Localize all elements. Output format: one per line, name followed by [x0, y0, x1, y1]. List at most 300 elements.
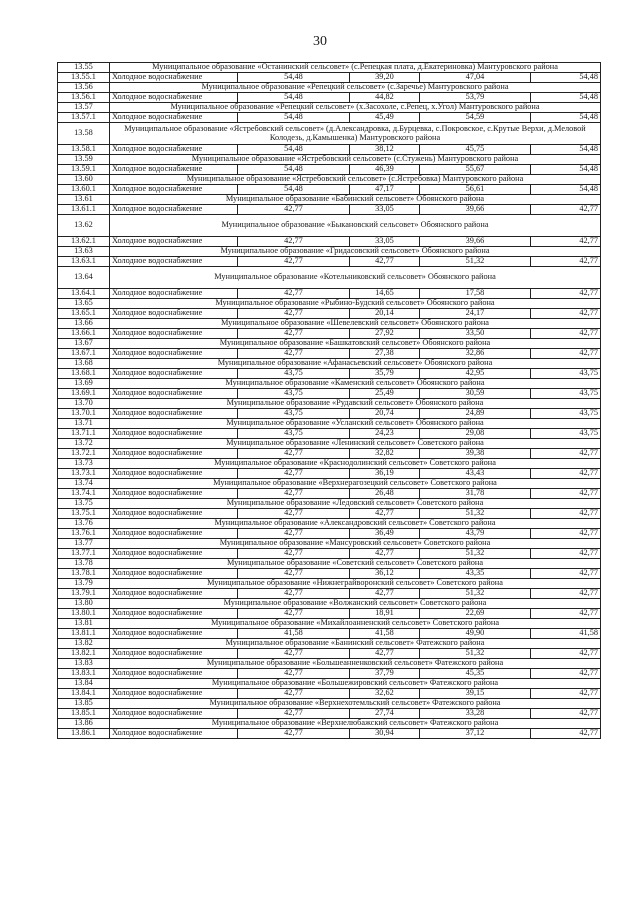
municipality-row	[58, 155, 601, 165]
tariff-row	[58, 329, 601, 339]
sub-row-number: 13.83.1	[58, 669, 110, 679]
tariff-row	[58, 649, 601, 659]
sub-row-number: 13.81.1	[58, 629, 110, 639]
tariff-value: 42,77	[238, 529, 350, 539]
service-name: Холодное водоснабжение	[110, 569, 238, 579]
municipality-row	[58, 215, 601, 237]
tariff-value: 42,77	[531, 529, 601, 539]
municipality-name: Муниципальное образование «Бабинский сельсовет» Обоянского района	[110, 195, 601, 205]
municipality-name: Муниципальное образование «Советский сельсовет» Советского района	[110, 559, 601, 569]
municipality-name: Муниципальное образование «Афанасьевский сельсовет» Обоянского района	[110, 359, 601, 369]
row-number: 13.64	[58, 267, 110, 289]
sub-row-number: 13.77.1	[58, 549, 110, 559]
service-name: Холодное водоснабжение	[110, 165, 238, 175]
municipality-row	[58, 459, 601, 469]
service-name: Холодное водоснабжение	[110, 429, 238, 439]
tariff-value: 41,58	[350, 629, 420, 639]
service-name: Холодное водоснабжение	[110, 289, 238, 299]
tariff-value: 39,15	[420, 689, 531, 699]
tariff-value: 42,77	[238, 569, 350, 579]
tariff-value: 43,75	[531, 369, 601, 379]
municipality-row	[58, 123, 601, 145]
municipality-row	[58, 539, 601, 549]
tariff-value: 24,23	[350, 429, 420, 439]
tariff-value: 39,66	[420, 237, 531, 247]
tariff-row	[58, 449, 601, 459]
service-name: Холодное водоснабжение	[110, 93, 238, 103]
tariff-value: 42,77	[531, 669, 601, 679]
row-number: 13.57	[58, 103, 110, 113]
service-name: Холодное водоснабжение	[110, 549, 238, 559]
row-number: 13.67	[58, 339, 110, 349]
tariff-value: 42,77	[531, 257, 601, 267]
municipality-row	[58, 83, 601, 93]
row-number: 13.56	[58, 83, 110, 93]
tariff-value: 43,35	[420, 569, 531, 579]
tariff-row	[58, 669, 601, 679]
row-number: 13.63	[58, 247, 110, 257]
sub-row-number: 13.73.1	[58, 469, 110, 479]
sub-row-number: 13.59.1	[58, 165, 110, 175]
tariff-row	[58, 589, 601, 599]
municipality-name: Муниципальное образование «Котельниковский сельсовет» Обоянского района	[110, 267, 601, 289]
row-number: 13.80	[58, 599, 110, 609]
tariff-value: 42,77	[350, 257, 420, 267]
tariff-value: 42,77	[238, 257, 350, 267]
row-number: 13.62	[58, 215, 110, 237]
tariff-value: 45,35	[420, 669, 531, 679]
row-number: 13.71	[58, 419, 110, 429]
tariff-value: 17,58	[420, 289, 531, 299]
tariff-value: 14,65	[350, 289, 420, 299]
sub-row-number: 13.70.1	[58, 409, 110, 419]
sub-row-number: 13.82.1	[58, 649, 110, 659]
row-number: 13.59	[58, 155, 110, 165]
sub-row-number: 13.86.1	[58, 729, 110, 739]
tariff-value: 45,49	[350, 113, 420, 123]
tariff-value: 42,77	[238, 669, 350, 679]
tariff-row	[58, 509, 601, 519]
tariff-value: 54,48	[531, 93, 601, 103]
tariff-value: 54,48	[238, 73, 350, 83]
tariff-value: 33,05	[350, 237, 420, 247]
row-number: 13.73	[58, 459, 110, 469]
service-name: Холодное водоснабжение	[110, 409, 238, 419]
tariff-row	[58, 349, 601, 359]
tariff-row	[58, 429, 601, 439]
municipality-row	[58, 719, 601, 729]
tariff-value: 42,77	[531, 509, 601, 519]
tariff-value: 18,91	[350, 609, 420, 619]
tariff-value: 32,86	[420, 349, 531, 359]
row-number: 13.55	[58, 63, 110, 73]
row-number: 13.60	[58, 175, 110, 185]
tariff-value: 20,14	[350, 309, 420, 319]
municipality-name: Муниципальное образование «Нижнеграйворонский сельсовет» Советского района	[110, 579, 601, 589]
tariff-value: 33,05	[350, 205, 420, 215]
tariff-value: 54,48	[531, 185, 601, 195]
tariff-value: 42,77	[531, 729, 601, 739]
tariff-value: 39,20	[350, 73, 420, 83]
tariff-value: 42,77	[531, 549, 601, 559]
municipality-name: Муниципальное образование «Ястребовский сельсовет» (с.Стужень) Мантуровского района	[110, 155, 601, 165]
row-number: 13.61	[58, 195, 110, 205]
tariff-value: 39,38	[420, 449, 531, 459]
tariff-row	[58, 309, 601, 319]
tariff-value: 54,48	[238, 145, 350, 155]
municipality-row	[58, 175, 601, 185]
tariff-value: 42,77	[238, 205, 350, 215]
service-name: Холодное водоснабжение	[110, 309, 238, 319]
tariff-row	[58, 689, 601, 699]
municipality-name: Муниципальное образование «Краснодолинский сельсовет» Советского района	[110, 459, 601, 469]
tariff-value: 24,17	[420, 309, 531, 319]
tariff-value: 43,75	[238, 389, 350, 399]
tariff-value: 42,77	[238, 649, 350, 659]
municipality-name: Муниципальное образование «Большежировский сельсовет» Фатежского района	[110, 679, 601, 689]
tariff-value: 46,39	[350, 165, 420, 175]
sub-row-number: 13.56.1	[58, 93, 110, 103]
tariff-value: 42,77	[531, 469, 601, 479]
tariff-value: 42,77	[350, 589, 420, 599]
municipality-row	[58, 559, 601, 569]
tariff-value: 51,32	[420, 257, 531, 267]
tariff-row	[58, 145, 601, 155]
tariff-value: 31,78	[420, 489, 531, 499]
municipality-row	[58, 619, 601, 629]
tariff-value: 42,77	[238, 589, 350, 599]
tariff-value: 54,59	[420, 113, 531, 123]
sub-row-number: 13.76.1	[58, 529, 110, 539]
municipality-row	[58, 63, 601, 73]
tariff-value: 54,48	[238, 93, 350, 103]
municipality-name: Муниципальное образование «Шевелевский сельсовет» Обоянского района	[110, 319, 601, 329]
tariff-value: 43,43	[420, 469, 531, 479]
row-number: 13.86	[58, 719, 110, 729]
tariff-row	[58, 185, 601, 195]
municipality-name: Муниципальное образование «Репецкий сельсовет» (с.Заречье) Мантуровского района	[110, 83, 601, 93]
tariff-value: 42,77	[531, 709, 601, 719]
sub-row-number: 13.58.1	[58, 145, 110, 155]
tariff-value: 47,04	[420, 73, 531, 83]
row-number: 13.78	[58, 559, 110, 569]
service-name: Холодное водоснабжение	[110, 469, 238, 479]
tariff-value: 41,58	[238, 629, 350, 639]
municipality-name: Муниципальное образование «Верхнехотемльский сельсовет» Фатежского района	[110, 699, 601, 709]
tariff-value: 42,77	[238, 237, 350, 247]
tariff-value: 54,48	[238, 185, 350, 195]
tariff-value: 54,48	[531, 145, 601, 155]
municipality-row	[58, 319, 601, 329]
tariff-value: 53,79	[420, 93, 531, 103]
service-name: Холодное водоснабжение	[110, 369, 238, 379]
tariff-value: 42,77	[350, 549, 420, 559]
sub-row-number: 13.64.1	[58, 289, 110, 299]
tariff-value: 39,66	[420, 205, 531, 215]
tariff-value: 24,89	[420, 409, 531, 419]
tariff-value: 38,12	[350, 145, 420, 155]
municipality-row	[58, 659, 601, 669]
row-number: 13.81	[58, 619, 110, 629]
municipality-name: Муниципальное образование «Банинский сельсовет» Фатежского района	[110, 639, 601, 649]
tariff-value: 43,75	[531, 429, 601, 439]
sub-row-number: 13.78.1	[58, 569, 110, 579]
tariff-value: 42,77	[531, 329, 601, 339]
service-name: Холодное водоснабжение	[110, 609, 238, 619]
tariff-value: 37,79	[350, 669, 420, 679]
sub-row-number: 13.67.1	[58, 349, 110, 359]
tariff-row	[58, 629, 601, 639]
municipality-name: Муниципальное образование «Александровский сельсовет» Советского района	[110, 519, 601, 529]
municipality-row	[58, 679, 601, 689]
tariff-value: 32,62	[350, 689, 420, 699]
tariff-value: 42,77	[238, 289, 350, 299]
tariff-value: 55,67	[420, 165, 531, 175]
service-name: Холодное водоснабжение	[110, 489, 238, 499]
sub-row-number: 13.60.1	[58, 185, 110, 195]
service-name: Холодное водоснабжение	[110, 237, 238, 247]
tariff-row	[58, 289, 601, 299]
municipality-name: Муниципальное образование «Верхнелюбажский сельсовет» Фатежского района	[110, 719, 601, 729]
municipality-name: Муниципальное образование «Репецкий сельсовет» (х.Засохоле, с.Репец, х.Угол) Мантуровского района	[110, 103, 601, 113]
service-name: Холодное водоснабжение	[110, 729, 238, 739]
municipality-name: Муниципальное образование «Рудавский сельсовет» Обоянского района	[110, 399, 601, 409]
service-name: Холодное водоснабжение	[110, 649, 238, 659]
tariff-row	[58, 93, 601, 103]
tariff-value: 42,77	[531, 609, 601, 619]
tariff-value: 30,59	[420, 389, 531, 399]
tariff-row	[58, 609, 601, 619]
tariff-row	[58, 165, 601, 175]
sub-row-number: 13.72.1	[58, 449, 110, 459]
tariff-value: 33,28	[420, 709, 531, 719]
tariff-row	[58, 529, 601, 539]
municipality-name: Муниципальное образование «Башкатовский сельсовет» Обоянского района	[110, 339, 601, 349]
tariff-value: 22,69	[420, 609, 531, 619]
tariff-row	[58, 709, 601, 719]
sub-row-number: 13.55.1	[58, 73, 110, 83]
municipality-row	[58, 699, 601, 709]
tariff-value: 36,19	[350, 469, 420, 479]
tariff-value: 51,32	[420, 509, 531, 519]
tariff-value: 43,75	[531, 409, 601, 419]
row-number: 13.66	[58, 319, 110, 329]
municipality-row	[58, 499, 601, 509]
service-name: Холодное водоснабжение	[110, 73, 238, 83]
service-name: Холодное водоснабжение	[110, 349, 238, 359]
tariff-value: 27,74	[350, 709, 420, 719]
service-name: Холодное водоснабжение	[110, 329, 238, 339]
sub-row-number: 13.63.1	[58, 257, 110, 267]
municipality-row	[58, 579, 601, 589]
tariff-value: 51,32	[420, 649, 531, 659]
tariff-value: 42,77	[350, 509, 420, 519]
sub-row-number: 13.68.1	[58, 369, 110, 379]
tariff-row	[58, 237, 601, 247]
service-name: Холодное водоснабжение	[110, 509, 238, 519]
tariff-value: 42,77	[531, 349, 601, 359]
tariff-value: 42,77	[531, 237, 601, 247]
row-number: 13.65	[58, 299, 110, 309]
municipality-row	[58, 519, 601, 529]
tariff-value: 45,75	[420, 145, 531, 155]
tariff-value: 29,08	[420, 429, 531, 439]
row-number: 13.74	[58, 479, 110, 489]
municipality-name: Муниципальное образование «Каменский сельсовет» Обоянского района	[110, 379, 601, 389]
tariff-value: 54,48	[531, 113, 601, 123]
service-name: Холодное водоснабжение	[110, 689, 238, 699]
row-number: 13.77	[58, 539, 110, 549]
service-name: Холодное водоснабжение	[110, 589, 238, 599]
municipality-row	[58, 419, 601, 429]
tariff-value: 43,75	[238, 369, 350, 379]
row-number: 13.84	[58, 679, 110, 689]
tariff-value: 42,77	[531, 489, 601, 499]
row-number: 13.72	[58, 439, 110, 449]
municipality-row	[58, 379, 601, 389]
row-number: 13.75	[58, 499, 110, 509]
municipality-name: Муниципальное образование «Мансуровский сельсовет» Советского района	[110, 539, 601, 549]
municipality-name: Муниципальное образование «Ленинский сельсовет» Советского района	[110, 439, 601, 449]
tariff-value: 32,82	[350, 449, 420, 459]
municipality-name: Муниципальное образование «Верхнерагозецкий сельсовет» Советского района	[110, 479, 601, 489]
service-name: Холодное водоснабжение	[110, 449, 238, 459]
sub-row-number: 13.79.1	[58, 589, 110, 599]
row-number: 13.69	[58, 379, 110, 389]
tariff-value: 42,77	[531, 569, 601, 579]
tariff-value: 49,90	[420, 629, 531, 639]
municipality-name: Муниципальное образование «Рыбино-Будский сельсовет» Обоянского района	[110, 299, 601, 309]
service-name: Холодное водоснабжение	[110, 145, 238, 155]
tariff-value: 42,77	[238, 609, 350, 619]
tariff-value: 42,77	[238, 489, 350, 499]
sub-row-number: 13.61.1	[58, 205, 110, 215]
tariff-value: 42,77	[238, 689, 350, 699]
municipality-name: Муниципальное образование «Гридасовский сельсовет» Обоянского района	[110, 247, 601, 257]
service-name: Холодное водоснабжение	[110, 257, 238, 267]
municipality-name: Муниципальное образование «Останинский сельсовет» (с.Репецкая плата, д.Екатериновка) Мантуровского района	[110, 63, 601, 73]
municipality-name: Муниципальное образование «Волжанский сельсовет» Советского района	[110, 599, 601, 609]
municipality-row	[58, 399, 601, 409]
municipality-row	[58, 247, 601, 257]
tariff-row	[58, 409, 601, 419]
tariff-value: 27,92	[350, 329, 420, 339]
row-number: 13.79	[58, 579, 110, 589]
sub-row-number: 13.62.1	[58, 237, 110, 247]
row-number: 13.83	[58, 659, 110, 669]
tariff-value: 33,50	[420, 329, 531, 339]
tariff-value: 51,32	[420, 589, 531, 599]
tariff-value: 27,38	[350, 349, 420, 359]
tariff-value: 54,48	[238, 113, 350, 123]
sub-row-number: 13.65.1	[58, 309, 110, 319]
tariff-value: 42,77	[238, 329, 350, 339]
tariff-row	[58, 569, 601, 579]
service-name: Холодное водоснабжение	[110, 113, 238, 123]
row-number: 13.68	[58, 359, 110, 369]
tariff-value: 43,79	[420, 529, 531, 539]
tariff-value: 47,17	[350, 185, 420, 195]
service-name: Холодное водоснабжение	[110, 529, 238, 539]
service-name: Холодное водоснабжение	[110, 709, 238, 719]
tariff-value: 42,77	[531, 449, 601, 459]
municipality-row	[58, 299, 601, 309]
tariff-value: 54,48	[531, 73, 601, 83]
sub-row-number: 13.66.1	[58, 329, 110, 339]
municipality-row	[58, 439, 601, 449]
sub-row-number: 13.74.1	[58, 489, 110, 499]
tariff-row	[58, 257, 601, 267]
sub-row-number: 13.80.1	[58, 609, 110, 619]
municipality-row	[58, 103, 601, 113]
row-number: 13.82	[58, 639, 110, 649]
tariff-value: 25,49	[350, 389, 420, 399]
tariff-row	[58, 549, 601, 559]
tariff-row	[58, 369, 601, 379]
tariff-value: 42,77	[238, 349, 350, 359]
tariff-table	[57, 62, 601, 739]
tariff-value: 42,77	[238, 549, 350, 559]
tariff-row	[58, 73, 601, 83]
tariff-value: 43,75	[531, 389, 601, 399]
sub-row-number: 13.84.1	[58, 689, 110, 699]
municipality-row	[58, 339, 601, 349]
tariff-table-body	[58, 63, 601, 739]
tariff-value: 30,94	[350, 729, 420, 739]
row-number: 13.58	[58, 123, 110, 145]
tariff-value: 42,77	[531, 205, 601, 215]
tariff-value: 35,79	[350, 369, 420, 379]
municipality-row	[58, 479, 601, 489]
tariff-value: 42,77	[238, 309, 350, 319]
tariff-value: 42,77	[238, 509, 350, 519]
municipality-name: Муниципальное образование «Большеанненковский сельсовет» Фатежского района	[110, 659, 601, 669]
municipality-row	[58, 639, 601, 649]
tariff-value: 41,58	[531, 629, 601, 639]
service-name: Холодное водоснабжение	[110, 185, 238, 195]
service-name: Холодное водоснабжение	[110, 389, 238, 399]
tariff-value: 56,61	[420, 185, 531, 195]
service-name: Холодное водоснабжение	[110, 205, 238, 215]
tariff-row	[58, 729, 601, 739]
municipality-row	[58, 267, 601, 289]
tariff-value: 36,12	[350, 569, 420, 579]
municipality-row	[58, 599, 601, 609]
row-number: 13.76	[58, 519, 110, 529]
page-number: 30	[313, 34, 327, 49]
municipality-name: Муниципальное образование «Ястребовский сельсовет» (с.Ястребовка) Мантуровского района	[110, 175, 601, 185]
tariff-value: 20,74	[350, 409, 420, 419]
tariff-value: 51,32	[420, 549, 531, 559]
service-name: Холодное водоснабжение	[110, 629, 238, 639]
tariff-value: 42,77	[531, 289, 601, 299]
sub-row-number: 13.71.1	[58, 429, 110, 439]
tariff-value: 42,77	[531, 689, 601, 699]
tariff-value: 42,77	[531, 309, 601, 319]
row-number: 13.70	[58, 399, 110, 409]
municipality-row	[58, 195, 601, 205]
tariff-value: 44,82	[350, 93, 420, 103]
municipality-name: Муниципальное образование «Быкановский сельсовет» Обоянского района	[110, 215, 601, 237]
service-name: Холодное водоснабжение	[110, 669, 238, 679]
tariff-value: 42,95	[420, 369, 531, 379]
tariff-value: 26,48	[350, 489, 420, 499]
tariff-value: 43,75	[238, 409, 350, 419]
tariff-row	[58, 389, 601, 399]
tariff-value: 42,77	[238, 469, 350, 479]
tariff-row	[58, 489, 601, 499]
sub-row-number: 13.85.1	[58, 709, 110, 719]
